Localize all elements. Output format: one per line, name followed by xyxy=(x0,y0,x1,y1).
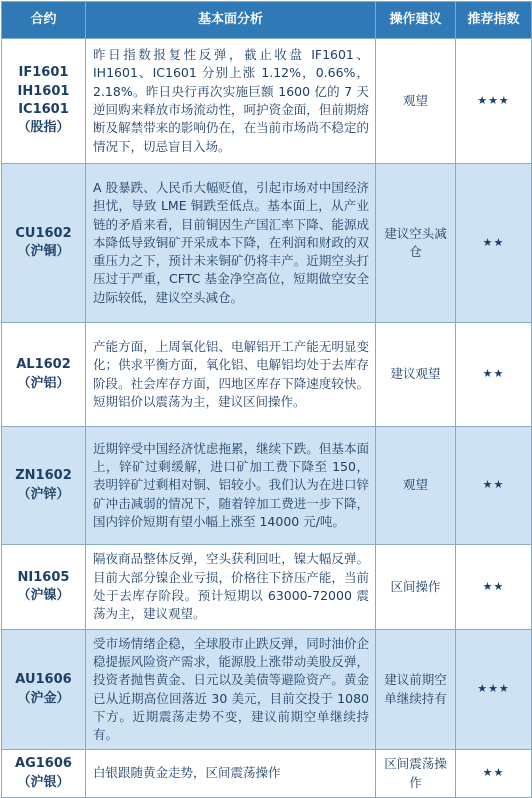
contract-name: （沪银） xyxy=(17,774,70,790)
rating-stars: ★★ xyxy=(456,164,532,323)
advice-cell: 区间操作 xyxy=(376,545,456,630)
contract-cell xyxy=(2,630,86,750)
advice-cell: 建议观望 xyxy=(376,323,456,427)
contract-cell xyxy=(2,323,86,427)
contract-code: AU1606 xyxy=(15,672,72,688)
analysis-cell: 白银跟随黄金走势，区间震荡操作 xyxy=(86,750,376,798)
rating-stars: ★★ xyxy=(456,750,532,798)
contract-code: CU1602 xyxy=(15,225,72,241)
contract-cell xyxy=(2,164,86,323)
advice-cell: 观望 xyxy=(376,39,456,164)
contract-cell xyxy=(2,545,86,630)
analysis-cell: 受市场情绪企稳，全球股市止跌反弹，同时油价企稳提振风险资产需求，能源股上涨带动美股反弹，投资者抛售黄金、日元以及美债等避险资产。黄金已从近期高位回落近 30 美元，目前交投于 1080 下方。近期震荡走势不变，建议前期空单继续持有。 xyxy=(86,630,376,750)
advice-cell: 建议前期空单继续持有 xyxy=(376,630,456,750)
contract-name: （沪铝） xyxy=(17,375,70,391)
contract-code: ZN1602 xyxy=(15,468,72,484)
rating-stars: ★★★ xyxy=(456,39,532,164)
contract-code: IH1601 xyxy=(17,83,70,99)
rating-stars: ★★ xyxy=(456,545,532,630)
header-analysis: 基本面分析 xyxy=(86,2,376,39)
analysis-cell: 产能方面，上周氧化铝、电解铝开工产能无明显变化；供求平衡方面，氧化铝、电解铝均处于去库存阶段。社会库存方面，四地区库存下降速度较快。短期铝价以震荡为主，建议区间操作。 xyxy=(86,323,376,427)
analysis-cell: A 股暴跌、人民币大幅贬值，引起市场对中国经济担忧，导致 LME 铜跌至低点。基本面上，从产业链的矛盾来看，目前铜因生产国汇率下降、能源成本降低导致铜矿开采成本下降，在利润和财政的双重压力之下，预计未来铜矿仍将丰产。近期空头打压过于严重，CFTC 基金净空高位，短期做空安全边际较低，建议空头减仓。 xyxy=(86,164,376,323)
contract-name: （沪铜） xyxy=(17,244,70,259)
contract-code: NI1605 xyxy=(17,569,70,585)
contract-name: （股指） xyxy=(17,120,70,136)
contract-code: AL1602 xyxy=(16,357,71,373)
table-row xyxy=(2,164,532,323)
header-rating: 推荐指数 xyxy=(456,2,532,39)
contract-name: （沪镍） xyxy=(17,588,70,603)
table-row xyxy=(2,39,532,164)
rating-stars: ★★ xyxy=(456,323,532,427)
table-row xyxy=(2,323,532,427)
contract-code: IF1601 xyxy=(18,65,69,81)
advice-cell: 建议空头减仓 xyxy=(376,164,456,323)
rating-stars: ★★★ xyxy=(456,630,532,750)
analysis-cell: 昨日指数报复性反弹，截止收盘 IF1601、IH1601、IC1601 分别上涨 1.12%，0.66%，2.18%。昨日央行再次实施巨额 1600 亿的 7 天逆回购来释放市场流动性，呵护资金面，但前期熔断及解禁带来的影响仍在，在当前市场尚不稳定的情况下，切忌盲目入场。 xyxy=(86,39,376,164)
contract-cell xyxy=(2,427,86,545)
futures-analysis-table xyxy=(1,1,532,798)
rating-stars: ★★ xyxy=(456,427,532,545)
analysis-cell: 隔夜商品整体反弹，空头获利回吐，镍大幅反弹。目前大部分镍企业亏损，价格往下挤压产能，当前处于去库存阶段。预计短期以 63000-72000 震荡为主，建议观望。 xyxy=(86,545,376,630)
advice-cell: 区间震荡操作 xyxy=(376,750,456,798)
analysis-cell: 近期锌受中国经济忧虑拖累，继续下跌。但基本面上，锌矿过剩缓解，进口矿加工费下降至 150，表明锌矿过剩相对铜、铝较小。我们认为在进口锌矿冲击减弱的情况下，随着锌加工费进一步下降，国内锌价短期有望小幅上涨至 14000 元/吨。 xyxy=(86,427,376,545)
advice-cell: 观望 xyxy=(376,427,456,545)
contract-cell xyxy=(2,750,86,798)
header-advice: 操作建议 xyxy=(376,2,456,39)
contract-name: （沪金） xyxy=(17,690,70,706)
contract-cell xyxy=(2,39,86,164)
table-row xyxy=(2,750,532,798)
table-row xyxy=(2,630,532,750)
table-header-row xyxy=(2,2,532,39)
contract-code: AG1606 xyxy=(15,756,72,772)
contract-code: IC1601 xyxy=(18,102,69,117)
table-row xyxy=(2,545,532,630)
header-contract: 合约 xyxy=(2,2,86,39)
contract-name: （沪锌） xyxy=(17,486,70,502)
table-row xyxy=(2,427,532,545)
